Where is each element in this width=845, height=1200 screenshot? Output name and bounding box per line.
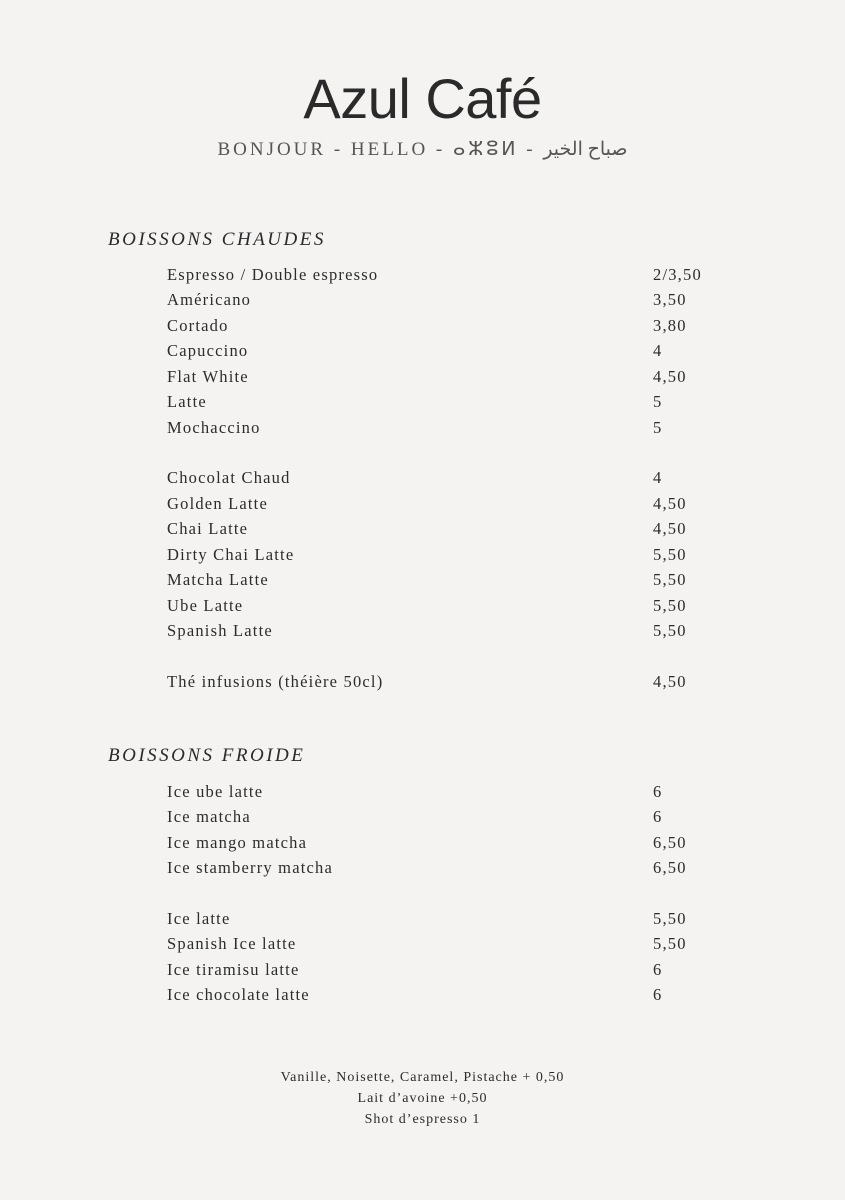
menu-item-name: Chai Latte xyxy=(167,519,249,538)
extras-syrups: Vanille, Noisette, Caramel, Pistache + 0,50 xyxy=(280,1070,565,1085)
menu-item xyxy=(167,519,727,544)
menu-item-name: Espresso / Double espresso xyxy=(167,265,379,284)
extras-oat-milk: Lait d’avoine +0,50 xyxy=(357,1091,488,1106)
menu-item-name: Ice latte xyxy=(167,909,231,928)
menu-item-price: 6,50 xyxy=(653,833,687,852)
menu-item xyxy=(167,833,727,858)
menu-item xyxy=(167,909,727,934)
menu-item-price: 3,80 xyxy=(653,316,687,335)
menu-item xyxy=(167,392,727,417)
menu-item xyxy=(167,596,727,621)
menu-item-name: Spanish Ice latte xyxy=(167,934,297,953)
menu-item xyxy=(167,468,727,493)
menu-item xyxy=(167,807,727,832)
menu-item xyxy=(167,960,727,985)
menu-item-name: Ube Latte xyxy=(167,596,244,615)
menu-item-name: Dirty Chai Latte xyxy=(167,545,295,564)
menu-item-name: Flat White xyxy=(167,367,249,386)
menu-item-name: Latte xyxy=(167,392,207,411)
menu-item-name: Ice ube latte xyxy=(167,782,264,801)
menu-item xyxy=(167,858,727,883)
menu-item-name: Cortado xyxy=(167,316,229,335)
menu-item xyxy=(167,367,727,392)
menu-item xyxy=(167,290,727,315)
menu-item-price: 4,50 xyxy=(653,494,687,513)
menu-item-name: Matcha Latte xyxy=(167,570,269,589)
menu-item-name: Capuccino xyxy=(167,341,249,360)
menu-item-price: 2/3,50 xyxy=(653,265,702,284)
menu-item-name: Ice tiramisu latte xyxy=(167,960,300,979)
menu-item-price: 4,50 xyxy=(653,672,687,691)
page-title: Azul Café xyxy=(303,67,542,130)
section-title-hot-drinks: BOISSONS CHAUDES xyxy=(108,229,326,250)
menu-item-price: 3,50 xyxy=(653,290,687,309)
menu-item-price: 6,50 xyxy=(653,858,687,877)
extras-list xyxy=(0,1067,845,1130)
menu-item-name: Spanish Latte xyxy=(167,621,273,640)
menu-item-name: Ice mango matcha xyxy=(167,833,308,852)
menu-item xyxy=(167,418,727,443)
menu-item-price: 5 xyxy=(653,418,663,437)
menu-item-name: Américano xyxy=(167,290,252,309)
menu-item-name: Golden Latte xyxy=(167,494,268,513)
menu-item-name: Chocolat Chaud xyxy=(167,468,291,487)
menu-item-price: 5,50 xyxy=(653,934,687,953)
menu-item-price: 4 xyxy=(653,468,663,487)
menu-item-price: 5,50 xyxy=(653,909,687,928)
menu-item xyxy=(167,341,727,366)
menu-item xyxy=(167,570,727,595)
menu-item-name: Ice matcha xyxy=(167,807,251,826)
menu-item-name: Thé infusions (théière 50cl) xyxy=(167,672,384,691)
menu-item-price: 4,50 xyxy=(653,519,687,538)
section-title-cold-drinks: BOISSONS FROIDE xyxy=(108,745,306,766)
menu-item-name: Ice stamberry matcha xyxy=(167,858,334,877)
menu-item-name: Mochaccino xyxy=(167,418,261,437)
menu-item-price: 5,50 xyxy=(653,621,687,640)
menu-item xyxy=(167,316,727,341)
menu-item xyxy=(167,621,727,646)
menu-item-price: 6 xyxy=(653,807,663,826)
menu-item-price: 5,50 xyxy=(653,545,687,564)
menu-item xyxy=(167,545,727,570)
menu-item-price: 6 xyxy=(653,782,663,801)
menu-item xyxy=(167,934,727,959)
menu-item-price: 6 xyxy=(653,960,663,979)
menu-item-price: 6 xyxy=(653,985,663,1004)
menu-item-name: Ice chocolate latte xyxy=(167,985,310,1004)
menu-item xyxy=(167,265,727,290)
menu-item-price: 4,50 xyxy=(653,367,687,386)
menu-item-price: 5 xyxy=(653,392,663,411)
extras-espresso-shot: Shot d’espresso 1 xyxy=(364,1112,481,1127)
menu-item-price: 5,50 xyxy=(653,596,687,615)
menu-item xyxy=(167,672,727,697)
menu-item-price: 4 xyxy=(653,341,663,360)
menu-item xyxy=(167,782,727,807)
menu-item-price: 5,50 xyxy=(653,570,687,589)
menu-item xyxy=(167,985,727,1010)
greeting-line: BONJOUR - HELLO - ⴰⵣⵓⵍ - صباح الخير xyxy=(217,139,628,160)
menu-item xyxy=(167,494,727,519)
